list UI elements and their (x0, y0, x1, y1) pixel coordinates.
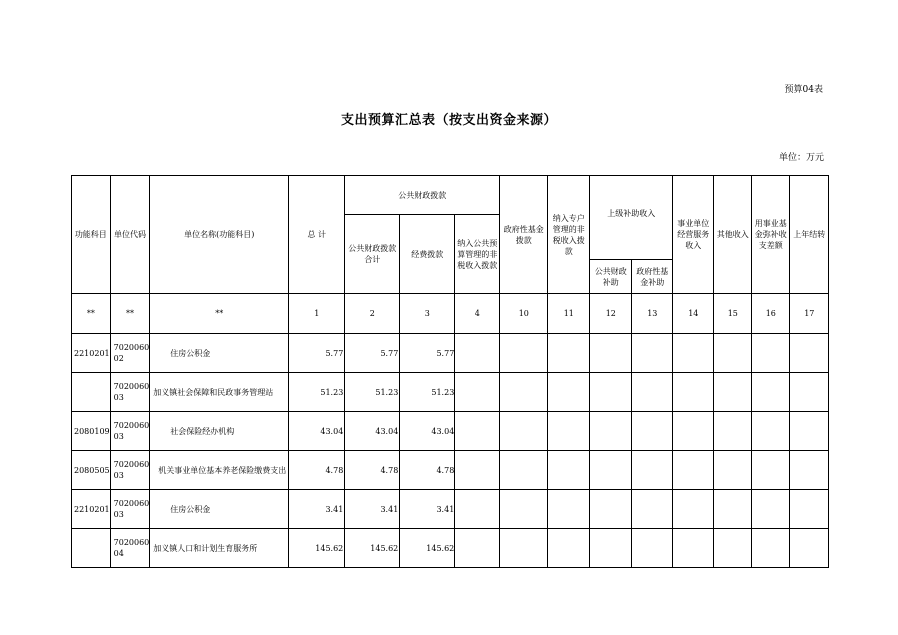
unit-name-cell: 住房公积金 (150, 334, 289, 373)
index-cell: 15 (714, 294, 752, 334)
unit-name-cell: 住房公积金 (150, 490, 289, 529)
func-code-cell: 2080505 (72, 451, 111, 490)
unit-code-cell: 7020060 04 (110, 529, 150, 568)
unit-code-cell: 7020060 03 (110, 490, 150, 529)
expense-cell: 51.23 (400, 373, 455, 412)
table-row (72, 334, 829, 373)
unit-code-cell: 7020060 03 (110, 412, 150, 451)
func-code-cell (72, 529, 111, 568)
index-cell: 3 (400, 294, 455, 334)
index-row (72, 294, 829, 334)
header-special-nontax: 纳入专户管理的非税收入拨款 (548, 176, 590, 294)
index-cell: ** (110, 294, 150, 334)
unit-name-cell: 加义镇社会保障和民政事务管理站 (150, 373, 289, 412)
unit-code-cell: 7020060 03 (110, 373, 150, 412)
table-row (72, 412, 829, 451)
expense-cell: 3.41 (400, 490, 455, 529)
page-title: 支出预算汇总表（按支出资金来源） (340, 113, 557, 128)
header-carry-over: 上年结转 (790, 176, 829, 294)
header-biz-income: 事业单位经营服务收入 (673, 176, 714, 294)
header-unit-name: 单位名称(功能科目) (150, 176, 289, 294)
header-gov-fund: 政府性基金拨款 (500, 176, 548, 294)
header-expense-alloc: 经费拨款 (400, 215, 455, 294)
header-upper-subsidy: 上级补助收入 (590, 176, 673, 260)
unit-name-cell: 机关事业单位基本养老保险缴费支出 (150, 451, 289, 490)
expense-cell: 5.77 (400, 334, 455, 373)
index-cell: 13 (632, 294, 673, 334)
index-cell: ** (150, 294, 289, 334)
index-cell: ** (72, 294, 111, 334)
expense-cell: 4.78 (400, 451, 455, 490)
table-row (72, 373, 829, 412)
total-cell: 3.41 (289, 490, 345, 529)
index-cell: 17 (790, 294, 829, 334)
func-code-cell: 2080109 (72, 412, 111, 451)
table-row (72, 529, 829, 568)
header-biz-fund: 用事业基金弥补收支差额 (752, 176, 790, 294)
index-cell: 1 (289, 294, 345, 334)
table-row (72, 490, 829, 529)
func-code-cell: 2210201 (72, 490, 111, 529)
unit-code-cell: 7020060 03 (110, 451, 150, 490)
index-cell: 2 (345, 294, 400, 334)
table-row (72, 451, 829, 490)
header-upper-fund: 政府性基金补助 (632, 260, 673, 294)
total-cell: 5.77 (289, 334, 345, 373)
fiscal-total-cell: 145.62 (345, 529, 400, 568)
fiscal-total-cell: 5.77 (345, 334, 400, 373)
header-nontax-fiscal: 纳入公共预算管理的非税收入拨款 (455, 215, 500, 294)
header-func-code: 功能科目 (72, 176, 111, 294)
unit-name-cell: 加义镇人口和计划生育服务所 (150, 529, 289, 568)
index-cell: 11 (548, 294, 590, 334)
unit-name-cell: 社会保险经办机构 (150, 412, 289, 451)
header-upper-public: 公共财政补助 (590, 260, 632, 294)
fiscal-total-cell: 51.23 (345, 373, 400, 412)
index-cell: 14 (673, 294, 714, 334)
fiscal-total-cell: 43.04 (345, 412, 400, 451)
total-cell: 145.62 (289, 529, 345, 568)
header-other-income: 其他收入 (714, 176, 752, 294)
index-cell: 10 (500, 294, 548, 334)
func-code-cell: 2210201 (72, 334, 111, 373)
total-cell: 43.04 (289, 412, 345, 451)
total-cell: 4.78 (289, 451, 345, 490)
budget-table (71, 175, 829, 568)
index-cell: 16 (752, 294, 790, 334)
expense-cell: 145.62 (400, 529, 455, 568)
index-cell: 4 (455, 294, 500, 334)
fiscal-total-cell: 4.78 (345, 451, 400, 490)
header-public-fiscal-total: 公共财政拨款合计 (345, 215, 400, 294)
form-code: 预算04表 (784, 85, 823, 95)
total-cell: 51.23 (289, 373, 345, 412)
header-public-fiscal: 公共财政拨款 (345, 176, 500, 215)
header-total: 总 计 (289, 176, 345, 294)
unit-label: 单位：万元 (778, 153, 824, 163)
index-cell: 12 (590, 294, 632, 334)
fiscal-total-cell: 3.41 (345, 490, 400, 529)
expense-cell: 43.04 (400, 412, 455, 451)
header-unit-code: 单位代码 (110, 176, 150, 294)
func-code-cell (72, 373, 111, 412)
unit-code-cell: 7020060 02 (110, 334, 150, 373)
